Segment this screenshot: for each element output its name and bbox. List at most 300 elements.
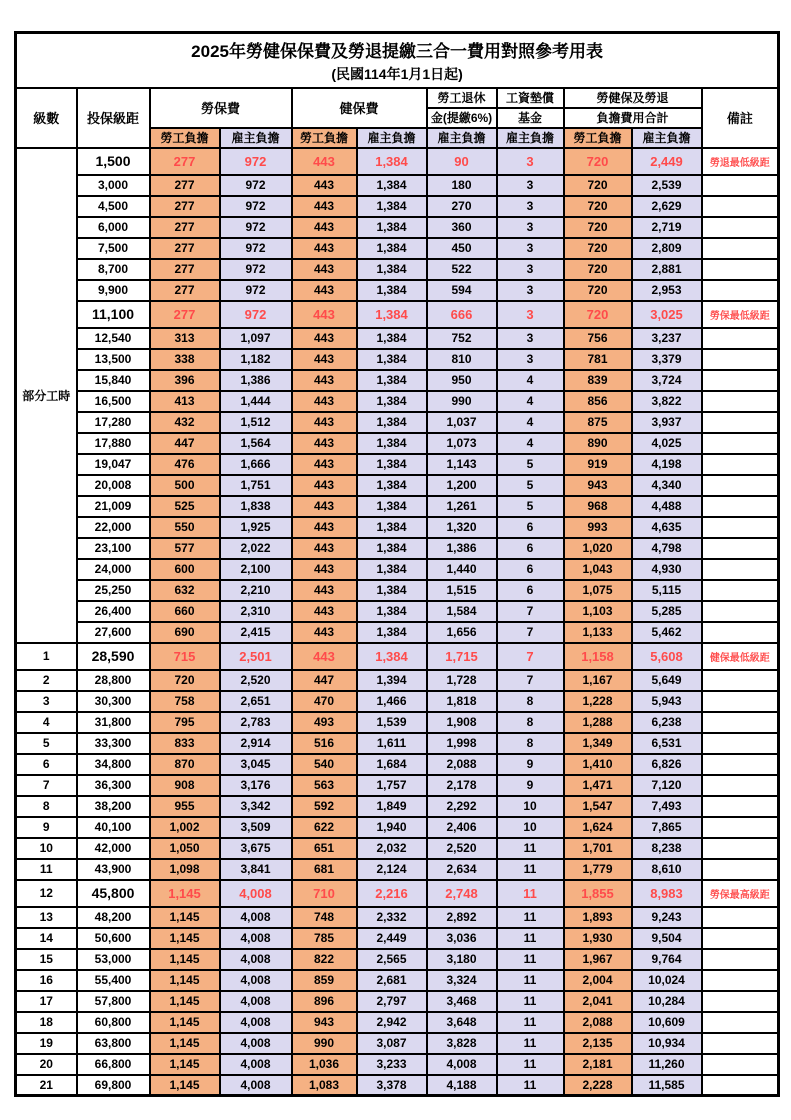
bracket-cell: 42,000 [77,838,150,859]
value-cell: 919 [564,454,632,475]
title-row [16,33,779,88]
value-cell: 2,629 [632,196,702,217]
remark-cell [702,733,779,754]
value-cell: 1,050 [150,838,220,859]
value-cell: 1,349 [564,733,632,754]
bracket-cell: 22,000 [77,517,150,538]
value-cell: 277 [150,217,220,238]
value-cell: 5,115 [632,580,702,601]
value-cell: 720 [564,238,632,259]
value-cell: 1,394 [357,670,427,691]
value-cell: 4,488 [632,496,702,517]
value-cell: 11 [497,970,564,991]
value-cell: 1,384 [357,328,427,349]
value-cell: 1,611 [357,733,427,754]
value-cell: 413 [150,391,220,412]
value-cell: 5,462 [632,622,702,643]
value-cell: 443 [292,601,357,622]
value-cell: 1,855 [564,880,632,907]
value-cell: 5,943 [632,691,702,712]
value-cell: 3,233 [357,1054,427,1075]
value-cell: 1,145 [150,1075,220,1096]
value-cell: 4,008 [220,949,292,970]
table-row [16,517,779,538]
value-cell: 3,675 [220,838,292,859]
value-cell: 1,143 [427,454,497,475]
level-cell: 16 [16,970,77,991]
value-cell: 859 [292,970,357,991]
value-cell: 1,384 [357,622,427,643]
bracket-cell: 31,800 [77,712,150,733]
remark-cell [702,754,779,775]
remark-cell [702,475,779,496]
value-cell: 443 [292,349,357,370]
table-row [16,412,779,433]
value-cell: 856 [564,391,632,412]
table-row [16,580,779,601]
value-cell: 4,008 [427,1054,497,1075]
remark-cell [702,517,779,538]
value-cell: 2,135 [564,1033,632,1054]
bracket-cell: 66,800 [77,1054,150,1075]
value-cell: 443 [292,238,357,259]
value-cell: 1,728 [427,670,497,691]
bracket-cell: 23,100 [77,538,150,559]
value-cell: 3,828 [427,1033,497,1054]
level-cell: 19 [16,1033,77,1054]
bracket-cell: 17,280 [77,412,150,433]
value-cell: 1,158 [564,643,632,670]
value-cell: 1,779 [564,859,632,880]
value-cell: 1,098 [150,859,220,880]
value-cell: 2,914 [220,733,292,754]
value-cell: 972 [220,301,292,328]
remark-cell [702,538,779,559]
value-cell: 443 [292,328,357,349]
remark-cell [702,928,779,949]
remark-cell [702,817,779,838]
bracket-cell: 28,590 [77,643,150,670]
bracket-cell: 33,300 [77,733,150,754]
value-cell: 2,809 [632,238,702,259]
value-cell: 493 [292,712,357,733]
remark-cell [702,991,779,1012]
value-cell: 450 [427,238,497,259]
value-cell: 4,008 [220,928,292,949]
remark-cell [702,328,779,349]
value-cell: 666 [427,301,497,328]
header-health-insurance: 健保費 [292,88,427,128]
table-title: 2025年勞健保保費及勞退提繳三合一費用對照參考用表 [191,41,603,61]
value-cell: 277 [150,301,220,328]
value-cell: 2,719 [632,217,702,238]
value-cell: 972 [220,175,292,196]
table-row [16,280,779,301]
value-cell: 1,384 [357,301,427,328]
value-cell: 943 [292,1012,357,1033]
value-cell: 781 [564,349,632,370]
value-cell: 2,797 [357,991,427,1012]
level-cell: 7 [16,775,77,796]
value-cell: 1,564 [220,433,292,454]
level-cell: 17 [16,991,77,1012]
value-cell: 11 [497,1033,564,1054]
header-wage-fund-line2: 基金 [497,108,564,128]
value-cell: 890 [564,433,632,454]
value-cell: 875 [564,412,632,433]
value-cell: 4,198 [632,454,702,475]
remark-cell [702,454,779,475]
table-row [16,712,779,733]
header-level: 級數 [16,88,77,148]
value-cell: 972 [220,196,292,217]
value-cell: 3 [497,238,564,259]
table-row [16,496,779,517]
value-cell: 3,822 [632,391,702,412]
value-cell: 972 [220,259,292,280]
bracket-cell: 3,000 [77,175,150,196]
value-cell: 3,087 [357,1033,427,1054]
value-cell: 720 [564,301,632,328]
bracket-cell: 20,008 [77,475,150,496]
value-cell: 3,025 [632,301,702,328]
header-total-employer-burden: 雇主負擔 [632,128,702,148]
table-header [16,33,779,148]
value-cell: 1,384 [357,391,427,412]
value-cell: 1,384 [357,433,427,454]
value-cell: 1,261 [427,496,497,517]
value-cell: 2,651 [220,691,292,712]
value-cell: 443 [292,622,357,643]
table-row [16,838,779,859]
value-cell: 10,284 [632,991,702,1012]
premium-reference-table [14,31,780,1097]
value-cell: 720 [564,196,632,217]
value-cell: 1,940 [357,817,427,838]
value-cell: 752 [427,328,497,349]
value-cell: 785 [292,928,357,949]
value-cell: 7 [497,670,564,691]
value-cell: 3,841 [220,859,292,880]
level-cell: 9 [16,817,77,838]
value-cell: 908 [150,775,220,796]
value-cell: 4,008 [220,1012,292,1033]
bracket-cell: 21,009 [77,496,150,517]
value-cell: 11 [497,859,564,880]
remark-cell [702,370,779,391]
bracket-cell: 53,000 [77,949,150,970]
value-cell: 90 [427,148,497,175]
value-cell: 1,584 [427,601,497,622]
value-cell: 2,520 [427,838,497,859]
header-remark: 備註 [702,88,779,148]
value-cell: 2,783 [220,712,292,733]
bracket-cell: 69,800 [77,1075,150,1096]
value-cell: 7,120 [632,775,702,796]
remark-cell [702,622,779,643]
value-cell: 443 [292,412,357,433]
value-cell: 8 [497,733,564,754]
value-cell: 10 [497,796,564,817]
value-cell: 447 [150,433,220,454]
value-cell: 4 [497,391,564,412]
value-cell: 1,036 [292,1054,357,1075]
value-cell: 3,036 [427,928,497,949]
value-cell: 681 [292,859,357,880]
value-cell: 6 [497,559,564,580]
value-cell: 4,635 [632,517,702,538]
remark-cell [702,1033,779,1054]
value-cell: 756 [564,328,632,349]
value-cell: 277 [150,148,220,175]
value-cell: 2,942 [357,1012,427,1033]
bracket-cell: 30,300 [77,691,150,712]
value-cell: 972 [220,280,292,301]
bracket-cell: 17,880 [77,433,150,454]
value-cell: 540 [292,754,357,775]
level-cell: 11 [16,859,77,880]
value-cell: 720 [564,259,632,280]
table-row [16,1033,779,1054]
table-row [16,328,779,349]
table-row [16,859,779,880]
bracket-cell: 25,250 [77,580,150,601]
value-cell: 443 [292,580,357,601]
value-cell: 277 [150,196,220,217]
value-cell: 3,468 [427,991,497,1012]
value-cell: 1,539 [357,712,427,733]
value-cell: 710 [292,880,357,907]
value-cell: 4,025 [632,433,702,454]
value-cell: 1,386 [220,370,292,391]
remark-cell [702,601,779,622]
value-cell: 5 [497,496,564,517]
value-cell: 1,288 [564,712,632,733]
value-cell: 9,764 [632,949,702,970]
value-cell: 443 [292,370,357,391]
value-cell: 4,008 [220,907,292,928]
value-cell: 600 [150,559,220,580]
table-row [16,475,779,496]
value-cell: 1,384 [357,601,427,622]
value-cell: 3 [497,148,564,175]
table-row [16,622,779,643]
value-cell: 11 [497,880,564,907]
value-cell: 6,826 [632,754,702,775]
value-cell: 396 [150,370,220,391]
value-cell: 2,332 [357,907,427,928]
value-cell: 11 [497,991,564,1012]
bracket-cell: 27,600 [77,622,150,643]
value-cell: 2,449 [357,928,427,949]
value-cell: 810 [427,349,497,370]
remark-cell: 勞保最高級距 [702,880,779,907]
value-cell: 715 [150,643,220,670]
header-pension-line2: 金(提繳6%) [427,108,497,128]
table-row [16,880,779,907]
value-cell: 443 [292,391,357,412]
value-cell: 1,133 [564,622,632,643]
value-cell: 6 [497,538,564,559]
value-cell: 5,285 [632,601,702,622]
remark-cell [702,796,779,817]
bracket-cell: 19,047 [77,454,150,475]
table-row [16,670,779,691]
remark-cell [702,1012,779,1033]
value-cell: 5,649 [632,670,702,691]
table-row [16,391,779,412]
header-total-line2: 負擔費用合計 [564,108,702,128]
remark-cell [702,670,779,691]
remark-cell [702,712,779,733]
value-cell: 1,998 [427,733,497,754]
bracket-cell: 36,300 [77,775,150,796]
value-cell: 1,838 [220,496,292,517]
value-cell: 2,539 [632,175,702,196]
value-cell: 1,384 [357,217,427,238]
value-cell: 3,724 [632,370,702,391]
remark-cell [702,1075,779,1096]
table-row [16,1012,779,1033]
remark-cell: 勞保最低級距 [702,301,779,328]
value-cell: 3 [497,280,564,301]
header-row-1 [16,88,779,108]
bracket-cell: 57,800 [77,991,150,1012]
value-cell: 3 [497,328,564,349]
remark-cell [702,949,779,970]
value-cell: 1,849 [357,796,427,817]
value-cell: 470 [292,691,357,712]
value-cell: 11,585 [632,1075,702,1096]
value-cell: 11 [497,1054,564,1075]
value-cell: 758 [150,691,220,712]
table-row [16,1075,779,1096]
value-cell: 2,041 [564,991,632,1012]
value-cell: 1,384 [357,580,427,601]
value-cell: 443 [292,643,357,670]
bracket-cell: 26,400 [77,601,150,622]
value-cell: 1,145 [150,907,220,928]
remark-cell [702,259,779,280]
value-cell: 180 [427,175,497,196]
value-cell: 500 [150,475,220,496]
value-cell: 10,024 [632,970,702,991]
remark-cell [702,496,779,517]
level-cell: 8 [16,796,77,817]
value-cell: 1,145 [150,1033,220,1054]
value-cell: 651 [292,838,357,859]
bracket-cell: 11,100 [77,301,150,328]
value-cell: 1,547 [564,796,632,817]
value-cell: 4,188 [427,1075,497,1096]
bracket-cell: 45,800 [77,880,150,907]
table-row [16,259,779,280]
header-bracket: 投保級距 [77,88,150,148]
value-cell: 4,008 [220,1075,292,1096]
remark-cell [702,691,779,712]
value-cell: 795 [150,712,220,733]
value-cell: 3,379 [632,349,702,370]
value-cell: 968 [564,496,632,517]
value-cell: 2,292 [427,796,497,817]
value-cell: 1,384 [357,238,427,259]
remark-cell [702,217,779,238]
value-cell: 1,444 [220,391,292,412]
value-cell: 1,103 [564,601,632,622]
header-pension-line1: 勞工退休 [427,88,497,108]
value-cell: 748 [292,907,357,928]
table-row [16,238,779,259]
value-cell: 2,634 [427,859,497,880]
value-cell: 833 [150,733,220,754]
value-cell: 3,648 [427,1012,497,1033]
value-cell: 622 [292,817,357,838]
table-row [16,643,779,670]
value-cell: 1,037 [427,412,497,433]
value-cell: 2,088 [427,754,497,775]
bracket-cell: 28,800 [77,670,150,691]
table-row [16,928,779,949]
value-cell: 1,515 [427,580,497,601]
bracket-cell: 1,500 [77,148,150,175]
value-cell: 1,684 [357,754,427,775]
value-cell: 3,509 [220,817,292,838]
header-wage-fund-employer-burden: 雇主負擔 [497,128,564,148]
table-row [16,796,779,817]
bracket-cell: 50,600 [77,928,150,949]
value-cell: 2,406 [427,817,497,838]
header-total-line1: 勞健保及勞退 [564,88,702,108]
remark-cell [702,391,779,412]
value-cell: 4,008 [220,1054,292,1075]
value-cell: 1,097 [220,328,292,349]
value-cell: 525 [150,496,220,517]
table-row [16,817,779,838]
part-time-level-cell: 部分工時 [16,148,77,643]
value-cell: 4,798 [632,538,702,559]
table-row [16,370,779,391]
header-total-employee-burden: 勞工負擔 [564,128,632,148]
value-cell: 563 [292,775,357,796]
remark-cell [702,859,779,880]
table-row [16,691,779,712]
value-cell: 9 [497,754,564,775]
value-cell: 1,073 [427,433,497,454]
value-cell: 3 [497,217,564,238]
value-cell: 1,715 [427,643,497,670]
remark-cell [702,280,779,301]
value-cell: 4 [497,433,564,454]
value-cell: 2,210 [220,580,292,601]
value-cell: 4,340 [632,475,702,496]
value-cell: 839 [564,370,632,391]
value-cell: 1,002 [150,817,220,838]
value-cell: 1,043 [564,559,632,580]
header-labor-employer-burden: 雇主負擔 [220,128,292,148]
value-cell: 1,182 [220,349,292,370]
level-cell: 4 [16,712,77,733]
table-row [16,148,779,175]
bracket-cell: 63,800 [77,1033,150,1054]
value-cell: 3,378 [357,1075,427,1096]
value-cell: 660 [150,601,220,622]
value-cell: 1,440 [427,559,497,580]
value-cell: 720 [150,670,220,691]
value-cell: 1,386 [427,538,497,559]
value-cell: 432 [150,412,220,433]
value-cell: 632 [150,580,220,601]
value-cell: 5 [497,454,564,475]
